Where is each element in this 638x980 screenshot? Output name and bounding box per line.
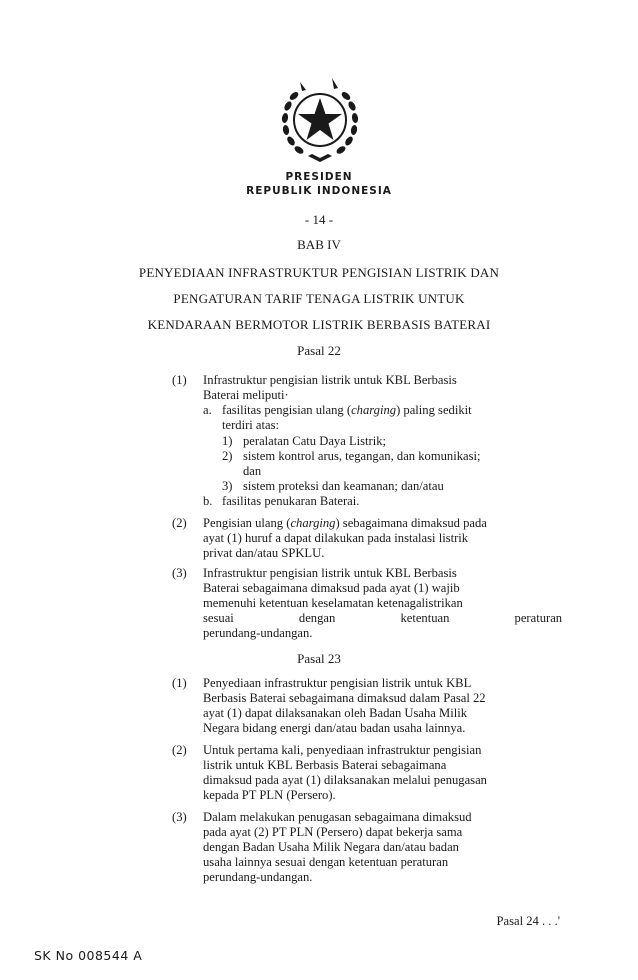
list-label: 1) bbox=[222, 434, 233, 448]
list-item-continued: terdiri atas: bbox=[222, 418, 279, 432]
paragraph-text: Negara bidang energi dan/atau badan usaha lainnya. bbox=[203, 721, 466, 735]
list-item: sistem proteksi dan keamanan; dan/atau bbox=[243, 479, 444, 493]
paragraph-text: dimaksud pada ayat (1) dilaksanakan melalui penugasan bbox=[203, 773, 487, 787]
paragraph-text: usaha lainnya sesuai dengan ketentuan peraturan bbox=[203, 855, 449, 869]
list-item: peralatan Catu Daya Listrik; bbox=[243, 434, 387, 448]
list-label: a. bbox=[203, 403, 212, 417]
paragraph-number: (1) bbox=[172, 676, 187, 690]
serial-number: SK No 008544 A bbox=[34, 948, 143, 963]
article-heading-22: Pasal 22 bbox=[297, 343, 341, 358]
paragraph-text: kepada PT PLN (Persero). bbox=[203, 788, 336, 802]
paragraph-text: Baterai sebagaimana dimaksud pada ayat (1) wajib bbox=[203, 581, 460, 595]
list-label: 2) bbox=[222, 449, 233, 463]
paragraph-text: privat dan/atau SPKLU. bbox=[203, 546, 325, 560]
paragraph-text: perundang-undangan. bbox=[203, 870, 313, 884]
paragraph-number: (2) bbox=[172, 516, 187, 530]
paragraph-text: pada ayat (2) PT PLN (Persero) dapat bekerja sama bbox=[203, 825, 463, 839]
paragraph-text: Baterai meliputi· bbox=[203, 388, 289, 402]
paragraph-text: listrik untuk KBL Berbasis Baterai sebagaimana bbox=[203, 758, 447, 772]
article-heading-23: Pasal 23 bbox=[297, 651, 341, 666]
header-republic: REPUBLIK INDONESIA bbox=[246, 185, 392, 197]
next-page-reference: Pasal 24 . . .' bbox=[496, 914, 560, 928]
paragraph-text: Infrastruktur pengisian listrik untuk KBL Berbasis bbox=[203, 566, 457, 580]
paragraph-number: (3) bbox=[172, 566, 187, 580]
paragraph-text: sesuai dengan ketentuan peraturan bbox=[203, 611, 563, 625]
paragraph-text: Penyediaan infrastruktur pengisian listrik untuk KBL bbox=[203, 676, 472, 690]
paragraph-text: Pengisian ulang (charging) sebagaimana dimaksud pada bbox=[203, 516, 487, 530]
chapter-title-line-2: PENGATURAN TARIF TENAGA LISTRIK UNTUK bbox=[173, 291, 465, 306]
paragraph-text: perundang-undangan. bbox=[203, 626, 313, 640]
list-item: sistem kontrol arus, tegangan, dan komunikasi; bbox=[243, 449, 481, 463]
list-label: 3) bbox=[222, 479, 233, 493]
paragraph-number: (1) bbox=[172, 373, 187, 387]
paragraph-text: Berbasis Baterai sebagaimana dimaksud dalam Pasal 22 bbox=[203, 691, 486, 705]
garuda-emblem-icon bbox=[272, 74, 368, 166]
paragraph-text: ayat (1) dapat dilaksanakan oleh Badan Usaha Milik bbox=[203, 706, 468, 720]
chapter-title-line-1: PENYEDIAAN INFRASTRUKTUR PENGISIAN LISTRIK DAN bbox=[138, 265, 500, 280]
paragraph-text: Dalam melakukan penugasan sebagaimana dimaksud bbox=[203, 810, 472, 824]
list-item-continued: dan bbox=[243, 464, 262, 478]
paragraph-number: (3) bbox=[172, 810, 187, 824]
list-item: fasilitas pengisian ulang (charging) paling sedikit bbox=[222, 403, 472, 417]
paragraph-text: memenuhi ketentuan keselamatan ketenagalistrikan bbox=[203, 596, 463, 610]
chapter-heading: BAB IV bbox=[297, 237, 341, 252]
paragraph-text: ayat (1) huruf a dapat dilakukan pada instalasi listrik bbox=[203, 531, 469, 545]
paragraph-number: (2) bbox=[172, 743, 187, 757]
page-number: - 14 - bbox=[304, 212, 334, 227]
list-label: b. bbox=[203, 494, 213, 508]
paragraph-text: dengan Badan Usaha Milik Negara dan/atau badan bbox=[203, 840, 459, 854]
list-item: fasilitas penukaran Baterai. bbox=[222, 494, 360, 508]
header-president: PRESIDEN bbox=[285, 171, 353, 183]
chapter-title-line-3: KENDARAAN BERMOTOR LISTRIK BERBASIS BATERAI bbox=[147, 317, 491, 332]
paragraph-text: Untuk pertama kali, penyediaan infrastruktur pengisian bbox=[203, 743, 482, 757]
paragraph-text: Infrastruktur pengisian listrik untuk KBL Berbasis bbox=[203, 373, 457, 387]
